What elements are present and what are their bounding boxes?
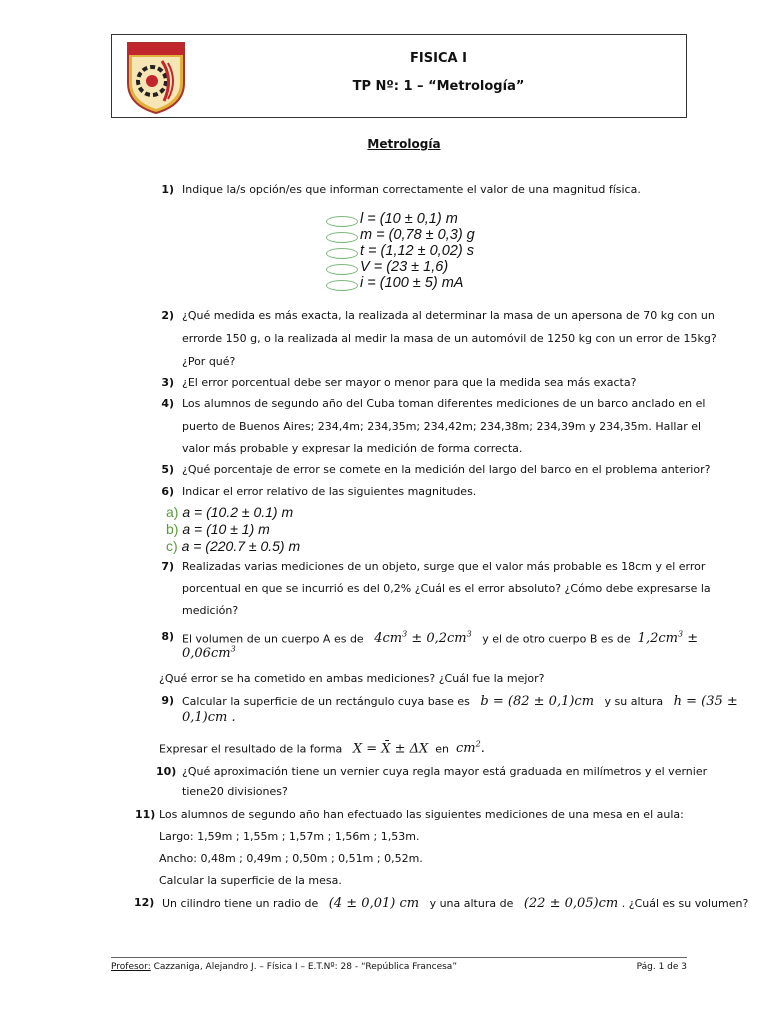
q4-number: 4) [161,397,174,410]
option-2: m = (0,78 ± 0,3) g [360,227,475,243]
school-logo [124,39,188,115]
q8-mid: y el de otro cuerpo B es de [482,632,631,646]
q9-base: b = (82 ± 0,1)cm [480,694,595,709]
q2-number: 2) [161,309,174,322]
option-radio[interactable] [326,264,358,275]
q11-ancho: Ancho: 0,48m ; 0,49m ; 0,50m ; 0,51m ; 0,52m. [159,852,423,865]
option-expr: a = (220.7 ± 0.5) m [181,538,301,554]
q3-number: 3) [161,376,174,389]
q7-line: porcentual en que se incurrió es del 0,2% ¿Cuál es el error absoluto? ¿Cómo debe expresarse la [182,582,711,595]
section-title: Metrología [367,137,441,151]
q12-height: (22 ± 0,05)cm [523,896,619,911]
option-4: V = (23 ± 1,6) [360,259,449,275]
exponent: 2 [475,740,481,749]
q7-number: 7) [161,560,174,573]
q6-option-b [166,521,270,537]
q9-express [159,740,485,756]
option-radio[interactable] [326,232,358,243]
q11-largo: Largo: 1,59m ; 1,55m ; 1,57m ; 1,56m ; 1,53m. [159,830,420,843]
footer-divider [111,957,687,958]
q8-pm1: ± 0,2cm [407,631,467,647]
q4-line: puerto de Buenos Aires; 234,4m; 234,35m; 234,42m; 234,38m; 234,39m y 234,35m. Hallar el [182,420,702,433]
unit: cm [456,741,476,757]
q10-number: 10) [156,765,177,778]
q8-line2-expr: 0,06cm [182,646,231,662]
express-pre: Expresar el resultado de la forma [159,742,343,756]
q1-text: Indique la/s opción/es que informan correctamente el valor de una magnitud física. [182,183,641,196]
course-title: FISICA I [410,51,467,66]
q8-line2 [182,645,236,661]
exponent: 3 [677,630,684,639]
q6-option-a [166,504,293,520]
option-radio[interactable] [326,248,358,259]
q9-number: 9) [161,694,174,707]
express-unit [456,741,485,756]
q11-number: 11) [135,808,156,821]
option-letter: c) [166,538,178,554]
q7-line: Realizadas varias mediciones de un objeto, surge que el valor más probable es 18cm y el error [182,560,706,573]
q8-after: ¿Qué error se ha cometido en ambas mediciones? ¿Cuál fue la mejor? [159,672,545,685]
q2-line: ¿Por qué? [182,355,236,368]
option-radio[interactable] [326,216,358,227]
option-1: l = (10 ± 0,1) m [360,211,458,227]
q8-pre: El volumen de un cuerpo A es de [182,632,364,646]
q8-pm2: ± [683,631,699,647]
option-5: i = (100 ± 5) mA [360,275,464,291]
option-radio[interactable] [326,280,358,291]
q9-pre: Calcular la superficie de un rectángulo cuya base es [182,695,470,708]
footer-professor [111,962,457,972]
footer-page: Pág. 1 de 3 [636,962,687,972]
q10-line: ¿Qué aproximación tiene un vernier cuya regla mayor está graduada en milímetros y el vernier [182,765,708,778]
q12-pre: Un cilindro tiene un radio de [162,897,319,910]
q6-option-c [166,538,300,554]
q12-mid: y una altura de [429,897,514,910]
option-expr: a = (10 ± 1) m [182,521,270,537]
q6-text: Indicar el error relativo de las siguientes magnitudes. [182,485,477,498]
q4-line: Los alumnos de segundo año del Cuba toman diferentes mediciones de un barco anclado en el [182,397,706,410]
q3-text: ¿El error porcentual debe ser mayor o menor para que la medida sea más exacta? [182,376,637,389]
header-box [111,34,687,118]
option-3: t = (1,12 ± 0,02) s [360,243,474,259]
option-letter: b) [166,521,179,537]
express-en: en [435,742,450,756]
q12-number: 12) [134,896,155,909]
q11-text: Los alumnos de segundo año han efectuado las siguientes mediciones de una mesa en el aula: [159,808,684,821]
q8-line1 [182,630,698,646]
q12-end: . ¿Cuál es su volumen? [621,897,749,910]
q9-line2-expr: 0,1)cm . [182,710,236,725]
q12-radius: (4 ± 0,01) cm [328,896,420,911]
q9-mid: y su altura [604,695,664,708]
q6-number: 6) [161,485,174,498]
q2-line: errorde 150 g, o la realizada al medir la masa de un automóvil de 1250 kg con un error de 15kg? [182,332,717,345]
period: . [480,741,485,757]
q5-text: ¿Qué porcentaje de error se comete en la medición del largo del barco en el problema anterior? [182,463,711,476]
q8-volume-a [374,631,472,646]
q9-height: h = (35 ± [673,694,738,709]
express-expr: X = X̄ ± ΔX [352,741,429,757]
q11-calc: Calcular la superficie de la mesa. [159,874,342,887]
option-expr: a = (10.2 ± 0.1) m [182,504,294,520]
q4-line: valor más probable y expresar la medición de forma correcta. [182,442,523,455]
q7-line: medición? [182,604,239,617]
exponent: 3 [402,630,408,639]
q8-v1: 4cm [374,631,403,647]
q5-number: 5) [161,463,174,476]
q8-volume-b [638,631,698,646]
q10-line: tiene20 divisiones? [182,785,288,798]
exponent: 3 [230,645,236,654]
tp-title: TP Nº: 1 – “Metrología” [352,79,525,94]
q12-line [162,896,748,911]
option-letter: a) [166,504,179,520]
q9-line1 [182,694,738,709]
q2-line: ¿Qué medida es más exacta, la realizada al determinar la masa de un apersona de 70 kg con un [182,309,715,322]
footer-prof-label: Profesor: [111,962,151,972]
q1-number: 1) [161,183,174,196]
q8-number: 8) [161,630,174,643]
q8-v2: 1,2cm [637,631,678,647]
q9-line2 [182,710,236,725]
footer-prof-text: Cazzaniga, Alejandro J. – Física I – E.T.Nº: 28 - “República Francesa” [150,962,457,972]
exponent: 3 [466,630,472,639]
